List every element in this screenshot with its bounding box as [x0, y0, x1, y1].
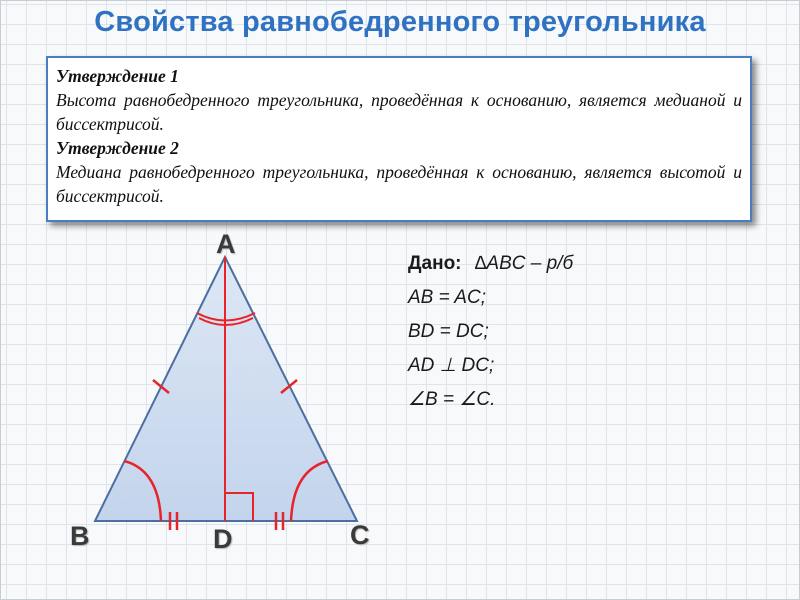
given-block [408, 247, 573, 417]
given-line-4: ∠B = ∠C. [408, 389, 496, 410]
statement-1-text: Высота равнобедренного треугольника, проведённая к основанию, является медианой и биссектрисой. [56, 90, 742, 134]
given-triangle: ∆ABC – р/б [474, 253, 574, 274]
vertex-label-c: C [350, 520, 370, 550]
vertex-label-a: A [216, 229, 236, 259]
vertex-label-b: B [70, 521, 90, 551]
statement-2-text: Медиана равнобедренного треугольника, проведённая к основанию, является высотой и биссектрисой. [56, 162, 742, 206]
given-line-1: AB = AC; [408, 287, 486, 308]
statement-2-heading: Утверждение 2 [56, 138, 179, 158]
given-line-2: BD = DC; [408, 321, 489, 342]
given-heading: Дано: [408, 253, 462, 274]
slide-title: Свойства равнобедренного треугольника [94, 6, 706, 38]
statement-1-heading: Утверждение 1 [56, 66, 179, 86]
vertex-label-d: D [213, 524, 233, 554]
given-line-3: AD ⊥ DC; [408, 355, 495, 376]
